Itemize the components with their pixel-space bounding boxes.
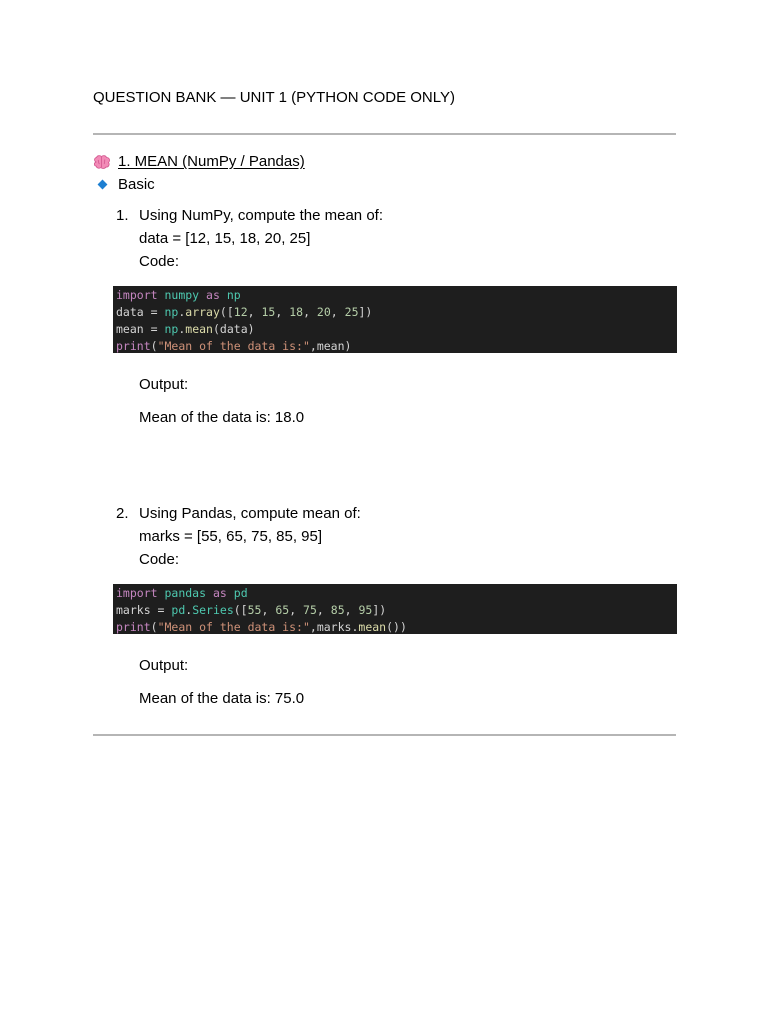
code-line: mean = np.mean(data) (116, 322, 255, 336)
code-line: data = np.array([12, 15, 18, 20, 25]) (116, 305, 373, 319)
code-block-2 (113, 584, 677, 634)
code-line: print("Mean of the data is:",mean) (116, 339, 352, 353)
document-title: QUESTION BANK — UNIT 1 (PYTHON CODE ONLY) (93, 89, 455, 106)
question-prompt: Using NumPy, compute the mean of: (139, 207, 383, 224)
question-data: marks = [55, 65, 75, 85, 95] (139, 528, 323, 545)
horizontal-rule-bottom (93, 734, 676, 736)
code-label: Code: (139, 551, 180, 568)
horizontal-rule-top (93, 133, 676, 135)
code-line: marks = pd.Series([55, 65, 75, 85, 95]) (116, 603, 387, 617)
question-data: data = [12, 15, 18, 20, 25] (139, 230, 311, 247)
bullet-label: Basic (118, 176, 155, 193)
output-label: Output: (139, 376, 189, 393)
code-block-1 (113, 286, 677, 353)
code-line: import numpy as np (116, 288, 241, 302)
output-value: Mean of the data is: 75.0 (139, 690, 305, 707)
question-number: 2. (116, 505, 129, 522)
code-line: print("Mean of the data is:",marks.mean()) (116, 620, 407, 634)
section-heading (93, 153, 305, 170)
code-label: Code: (139, 253, 180, 270)
question-number: 1. (116, 207, 129, 224)
output-label: Output: (139, 657, 189, 674)
brain-icon (93, 155, 111, 169)
question-prompt: Using Pandas, compute mean of: (139, 505, 361, 522)
section-heading-text: 1. MEAN (NumPy / Pandas) (118, 153, 305, 170)
diamond-icon (98, 180, 108, 190)
output-value: Mean of the data is: 18.0 (139, 409, 305, 426)
bullet-item-basic (99, 176, 155, 193)
code-line: import pandas as pd (116, 586, 248, 600)
